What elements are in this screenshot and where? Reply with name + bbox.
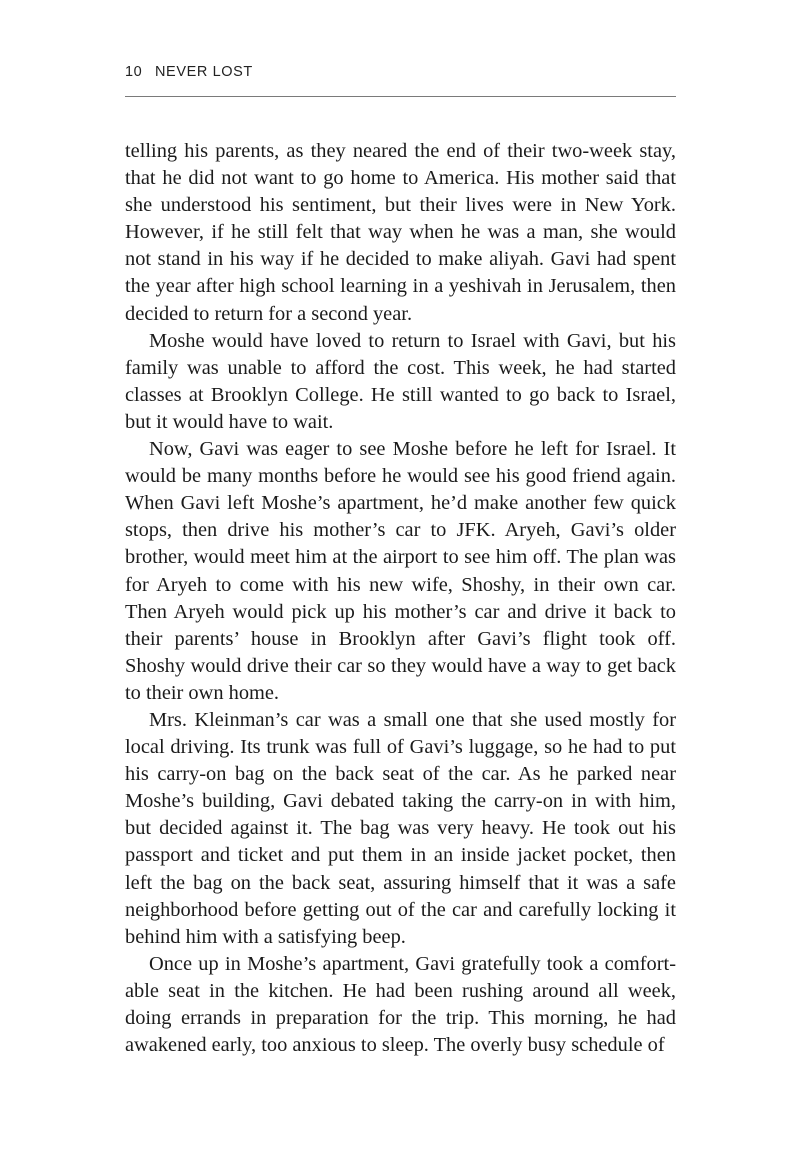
body-text bbox=[125, 138, 676, 1059]
paragraph-5: Once up in Moshe’s apartment, Gavi gratefully took a comfortable seat in the kitchen. He had been rushing around all week, doing errands in preparation for the trip. This morning, he had awakened early, too anxious to sleep. The overly busy schedule of bbox=[125, 952, 676, 1057]
paragraph-4: Mrs. Kleinman’s car was a small one that she used mostly for local driving. Its trunk was full of Gavi’s luggage, so he had to put his carry-on bag on the back seat of the car. As he parked near Moshe’s building, Gavi debated taking the carry-on in with him, but decided against it. The bag was very heavy. He took out his passport and ticket and put them in an inside jacket pocket, then left the bag on the back seat, assuring himself that it was a safe neighborhood before getting out of the car and carefully locking it behind him with a satisfying beep. bbox=[125, 708, 676, 948]
paragraph-2: Moshe would have loved to return to Israel with Gavi, but his family was unable to afford the cost. This week, he had started classes at Brooklyn College. He still wanted to go back to Israel, but it would have to wait. bbox=[125, 329, 676, 433]
page-number: 10 bbox=[125, 64, 143, 80]
paragraph-3: Now, Gavi was eager to see Moshe before he left for Israel. It would be many months before he would see his good friend again. When Gavi left Moshe’s apartment, he’d make another few quick stops, then drive his mother’s car to JFK. Aryeh, Gavi’s older brother, would meet him at the airport to see him off. The plan was for Aryeh to come with his new wife, Shoshy, in their own car. Then Aryeh would pick up his mother’s car and drive it back to their parents’ house in Brooklyn after Gavi’s flight took off. Shoshy would drive their car so they would have a way to get back to their own home. bbox=[125, 438, 676, 704]
running-title: NEVER LOST bbox=[154, 64, 253, 80]
paragraph-1: telling his parents, as they neared the end of their two-week stay, that he did not want to go home to America. His mother said that she understood his sentiment, but their lives were in New York. However, if he still felt that way when he was a man, she would not stand in his way if he decided to make aliyah. Gavi had spent the year after high school learning in a yeshivah in Jerusalem, then decided to return for a second year. bbox=[125, 140, 676, 325]
header-rule bbox=[125, 96, 676, 97]
running-head bbox=[125, 64, 676, 80]
